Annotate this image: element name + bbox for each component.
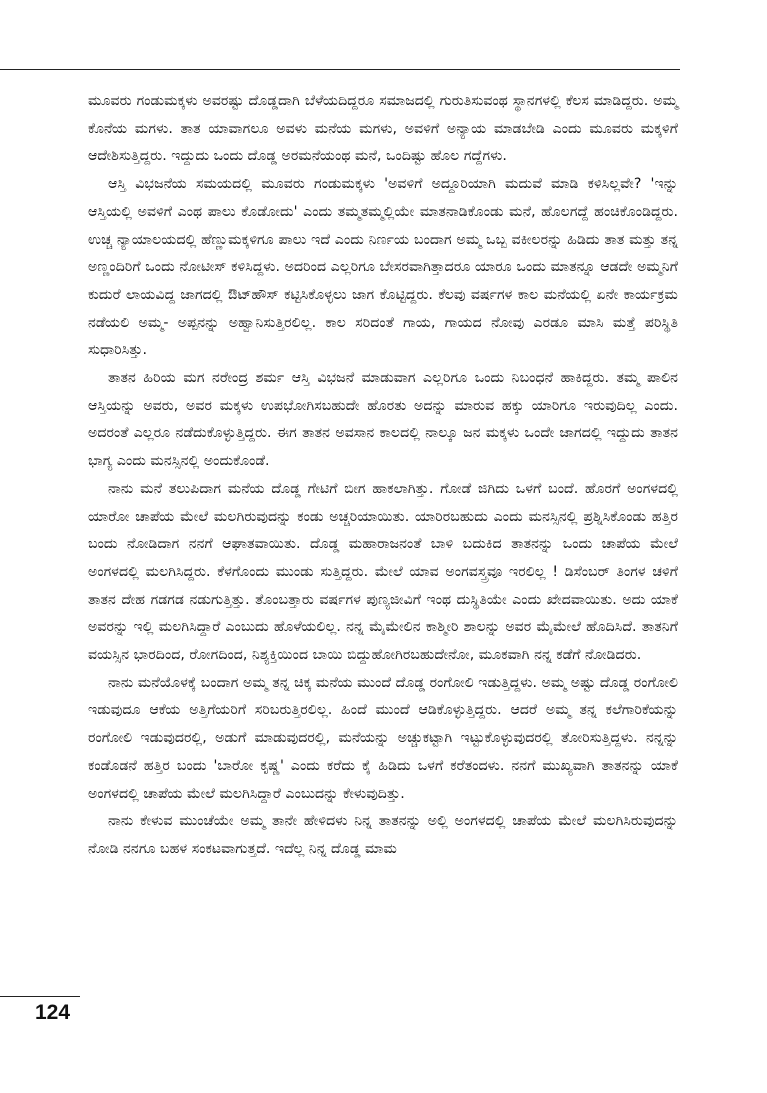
paragraph-6: ನಾನು ಕೇಳುವ ಮುಂಚೆಯೇ ಅಮ್ಮ ತಾನೇ ಹೇಳಿದಳು ನಿನ್ನ ತಾತನನ್ನು ಅಲ್ಲಿ ಅಂಗಳದಲ್ಲಿ ಚಾಪೆಯ ಮೇಲೆ ಮಲಗಿಸಿರುವುದನ್ನು ನೋಡಿ ನನಗೂ ಬಹಳ ಸಂಕಟವಾಗುತ್ತದೆ. ಇದೆಲ್ಲ ನಿನ್ನ ದೊಡ್ಡ ಮಾಮ: [88, 813, 678, 857]
page-number: 124: [35, 1001, 71, 1024]
paragraph-1: ಮೂವರು ಗಂಡುಮಕ್ಕಳು ಅವರಷ್ಟು ದೊಡ್ಡದಾಗಿ ಬೆಳೆಯದಿದ್ದರೂ ಸಮಾಜದಲ್ಲಿ ಗುರುತಿಸುವಂಥ ಸ್ಥಾನಗಳಲ್ಲಿ ಕೆಲಸ ಮಾಡಿದ್ದರು. ಅಮ್ಮ ಕೊನೆಯ ಮಗಳು. ತಾತ ಯಾವಾಗಲೂ ಅವಳು ಮನೆಯ ಮಗಳು, ಅವಳಿಗೆ ಅನ್ಯಾಯ ಮಾಡಬೇಡಿ ಎಂದು ಮೂವರು ಮಕ್ಕಳಿಗೆ ಆದೇಶಿಸುತ್ತಿದ್ದರು. ಇದ್ದುದು ಒಂದು ದೊಡ್ಡ ಅರಮನೆಯಂಥ ಮನೆ, ಒಂದಿಷ್ಟು ಹೊಲ ಗದ್ದೆಗಳು.: [88, 93, 678, 165]
paragraph-3: ತಾತನ ಹಿರಿಯ ಮಗ ನರೇಂದ್ರ ಶರ್ಮ ಆಸ್ತಿ ವಿಭಜನೆ ಮಾಡುವಾಗ ಎಲ್ಲರಿಗೂ ಒಂದು ನಿಬಂಧನೆ ಹಾಕಿದ್ದರು. ತಮ್ಮ ಪಾಲಿನ ಆಸ್ತಿಯನ್ನು ಅವರು, ಅವರ ಮಕ್ಕಳು ಉಪಭೋಗಿಸಬಹುದೇ ಹೊರತು ಅದನ್ನು ಮಾರುವ ಹಕ್ಕು ಯಾರಿಗೂ ಇರುವುದಿಲ್ಲ ಎಂದು. ಅದರಂತೆ ಎಲ್ಲರೂ ನಡೆದುಕೊಳ್ಳುತ್ತಿದ್ದರು. ಈಗ ತಾತನ ಅವಸಾನ ಕಾಲದಲ್ಲಿ ನಾಲ್ಕೂ ಜನ ಮಕ್ಕಳು ಒಂದೇ ಜಾಗದಲ್ಲಿ ಇದ್ದುದು ತಾತನ ಭಾಗ್ಯ ಎಂದು ಮನಸ್ಸಿನಲ್ಲಿ ಅಂದುಕೊಂಡೆ.: [88, 370, 678, 470]
body-text: [88, 88, 678, 864]
paragraph-5: ನಾನು ಮನೆಯೊಳಕ್ಕೆ ಬಂದಾಗ ಅಮ್ಮ ತನ್ನ ಚಿಕ್ಕ ಮನೆಯ ಮುಂದೆ ದೊಡ್ಡ ರಂಗೋಲಿ ಇಡುತ್ತಿದ್ದಳು. ಅಮ್ಮ ಅಷ್ಟು ದೊಡ್ಡ ರಂಗೋಲಿ ಇಡುವುದೂ ಆಕೆಯ ಅತ್ತಿಗೆಯರಿಗೆ ಸರಿಬರುತ್ತಿರಲಿಲ್ಲ. ಹಿಂದೆ ಮುಂದೆ ಆಡಿಕೊಳ್ಳುತ್ತಿದ್ದರು. ಆದರೆ ಅಮ್ಮ ತನ್ನ ಕಲೆಗಾರಿಕೆಯನ್ನು ರಂಗೋಲಿ ಇಡುವುದರಲ್ಲಿ, ಅಡುಗೆ ಮಾಡುವುದರಲ್ಲಿ, ಮನೆಯನ್ನು ಅಚ್ಚುಕಟ್ಟಾಗಿ ಇಟ್ಟುಕೊಳ್ಳುವುದರಲ್ಲಿ ತೋರಿಸುತ್ತಿದ್ದಳು. ನನ್ನನ್ನು ಕಂಡೊಡನೆ ಹತ್ತಿರ ಬಂದು 'ಬಾರೋ ಕೃಷ್ಣ' ಎಂದು ಕರೆದು ಕೈ ಹಿಡಿದು ಒಳಗೆ ಕರೆತಂದಳು. ನನಗೆ ಮುಖ್ಯವಾಗಿ ತಾತನನ್ನು ಯಾಕೆ ಅಂಗಳದಲ್ಲಿ ಚಾಪೆಯ ಮೇಲೆ ಮಲಗಿಸಿದ್ದಾರೆ ಎಂಬುದನ್ನು ಕೇಳುವುದಿತ್ತು.: [88, 674, 678, 802]
paragraph-4: ನಾನು ಮನೆ ತಲುಪಿದಾಗ ಮನೆಯ ದೊಡ್ಡ ಗೇಟಿಗೆ ಬೀಗ ಹಾಕಲಾಗಿತ್ತು. ಗೋಡೆ ಜಿಗಿದು ಒಳಗೆ ಬಂದೆ. ಹೊರಗೆ ಅಂಗಳದಲ್ಲಿ ಯಾರೋ ಚಾಪೆಯ ಮೇಲೆ ಮಲಗಿರುವುದನ್ನು ಕಂಡು ಅಚ್ಚರಿಯಾಯಿತು. ಯಾರಿರಬಹುದು ಎಂದು ಮನಸ್ಸಿನಲ್ಲಿ ಪ್ರಶ್ನಿಸಿಕೊಂಡು ಹತ್ತಿರ ಬಂದು ನೋಡಿದಾಗ ನನಗೆ ಆಘಾತವಾಯಿತು. ದೊಡ್ಡ ಮಹಾರಾಜನಂತೆ ಬಾಳಿ ಬದುಕಿದ ತಾತನನ್ನು ಒಂದು ಚಾಪೆಯ ಮೇಲೆ ಅಂಗಳದಲ್ಲಿ ಮಲಗಿಸಿದ್ದರು. ಕೆಳಗೊಂದು ಮುಂಡು ಸುತ್ತಿದ್ದರು. ಮೇಲೆ ಯಾವ ಅಂಗವಸ್ತ್ರವೂ ಇರಲಿಲ್ಲ ! ಡಿಸೆಂಬರ್ ತಿಂಗಳ ಚಳಿಗೆ ತಾತನ ದೇಹ ಗಡಗಡ ನಡುಗುತ್ತಿತ್ತು. ತೊಂಬತ್ತಾರು ವರ್ಷಗಳ ಪುಣ್ಯಜೀವಿಗೆ ಇಂಥ ದುಸ್ಥಿತಿಯೇ ಎಂದು ಖೇದವಾಯಿತು. ಅದು ಯಾಕೆ ಅವರನ್ನು ಇಲ್ಲಿ ಮಲಗಿಸಿದ್ದಾರೆ ಎಂಬುದು ಹೊಳೆಯಲಿಲ್ಲ. ನನ್ನ ಮೈಮೇಲಿನ ಕಾಶ್ಮೀರಿ ಶಾಲನ್ನು ಅವರ ಮೈಮೇಲೆ ಹೊದಿಸಿದೆ. ತಾತನಿಗೆ ವಯಸ್ಸಿನ ಭಾರದಿಂದ, ರೋಗದಿಂದ, ನಿಶ್ಯಕ್ತಿಯಿಂದ ಬಾಯಿ ಬಿದ್ದುಹೋಗಿರಬಹುದೇನೋ, ಮೂಕವಾಗಿ ನನ್ನ ಕಡೆಗೆ ನೋಡಿದರು.: [88, 480, 678, 664]
footer-rule: [0, 996, 80, 997]
header-rule: [0, 69, 680, 70]
paragraph-2: ಆಸ್ತಿ ವಿಭಜನೆಯ ಸಮಯದಲ್ಲಿ ಮೂವರು ಗಂಡುಮಕ್ಕಳು 'ಅವಳಿಗೆ ಅದ್ದೂರಿಯಾಗಿ ಮದುವೆ ಮಾಡಿ ಕಳಿಸಿಲ್ಲವೇ? 'ಇನ್ನು ಆಸ್ತಿಯಲ್ಲಿ ಅವಳಿಗೆ ಎಂಥ ಪಾಲು ಕೊಡೋದು' ಎಂದು ತಮ್ಮತಮ್ಮಲ್ಲಿಯೇ ಮಾತನಾಡಿಕೊಂಡು ಮನೆ, ಹೊಲಗದ್ದೆ ಹಂಚಿಕೊಂಡಿದ್ದರು. ಉಚ್ಚ ನ್ಯಾಯಾಲಯದಲ್ಲಿ ಹೆಣ್ಣುಮಕ್ಕಳಿಗೂ ಪಾಲು ಇದೆ ಎಂದು ನಿರ್ಣಯ ಬಂದಾಗ ಅಮ್ಮ ಒಬ್ಬ ವಕೀಲರನ್ನು ಹಿಡಿದು ತಾತ ಮತ್ತು ತನ್ನ ಅಣ್ಣಂದಿರಿಗೆ ಒಂದು ನೋಟೀಸ್ ಕಳಿಸಿದ್ದಳು. ಅದರಿಂದ ಎಲ್ಲರಿಗೂ ಬೇಸರವಾಗಿತ್ತಾದರೂ ಯಾರೂ ಒಂದು ಮಾತನ್ನೂ ಆಡದೇ ಅಮ್ಮನಿಗೆ ಕುದುರೆ ಲಾಯವಿದ್ದ ಜಾಗದಲ್ಲಿ ಔಟ್‌ಹೌಸ್ ಕಟ್ಟಿಸಿಕೊಳ್ಳಲು ಜಾಗ ಕೊಟ್ಟಿದ್ದರು. ಕೆಲವು ವರ್ಷಗಳ ಕಾಲ ಮನೆಯಲ್ಲಿ ಏನೇ ಕಾರ್ಯಕ್ರಮ ನಡೆಯಲಿ ಅಮ್ಮ- ಅಪ್ಪನನ್ನು ಅಹ್ವಾನಿಸುತ್ತಿರಲಿಲ್ಲ. ಕಾಲ ಸರಿದಂತೆ ಗಾಯ, ಗಾಯದ ನೋವು ಎರಡೂ ಮಾಸಿ ಮತ್ತೆ ಪರಿಸ್ಥಿತಿ ಸುಧಾರಿಸಿತ್ತು.: [88, 176, 678, 359]
